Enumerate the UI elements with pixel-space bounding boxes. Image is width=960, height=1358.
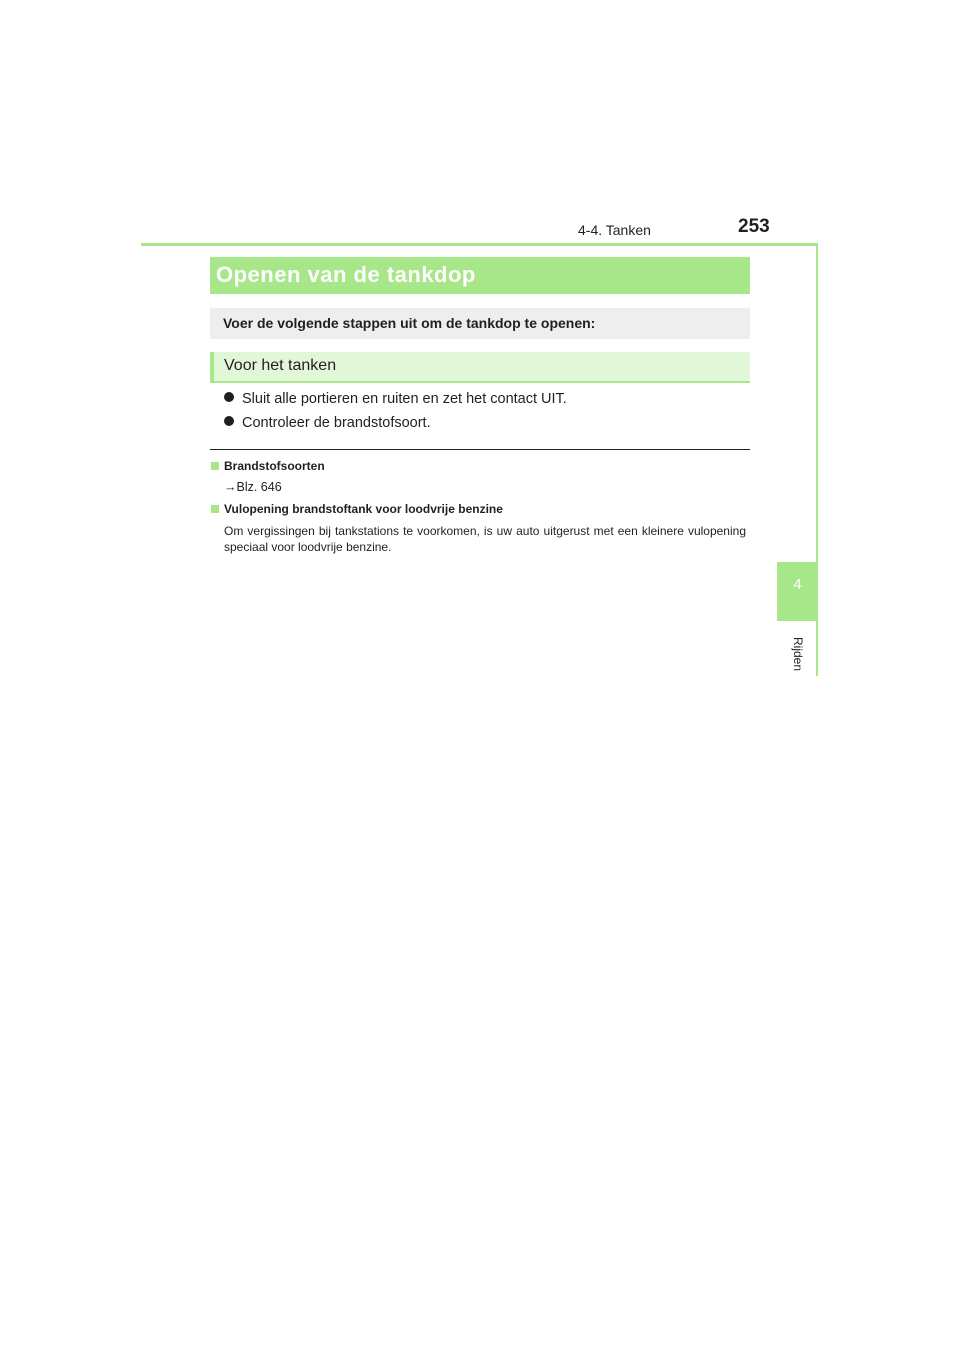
bullet-dot-icon: [224, 392, 234, 402]
note-heading-text: Vulopening brandstoftank voor loodvrije benzine: [224, 502, 503, 516]
chapter-label-container: [783, 629, 813, 679]
running-header-section: 4-4. Tanken: [578, 222, 651, 238]
bullet-text: Controleer de brandstofsoort.: [242, 415, 431, 431]
arrow-icon: →: [224, 480, 237, 494]
chapter-number: 4: [793, 576, 802, 593]
subheading-bar: [210, 352, 750, 383]
note-heading-text: Brandstofsoorten: [224, 459, 325, 473]
square-bullet-icon: [211, 505, 219, 513]
section-title-bar: [210, 257, 750, 294]
section-title: Openen van de tankdop: [216, 262, 476, 287]
subheading-text: Voor het tanken: [224, 357, 337, 374]
page-number: 253: [738, 216, 770, 237]
note-heading: [211, 502, 503, 516]
page-reference: Blz. 646: [236, 480, 282, 494]
square-bullet-icon: [211, 462, 219, 470]
bullet-item: [224, 415, 431, 431]
section-separator: [210, 449, 750, 450]
intro-box: [210, 308, 750, 339]
note-paragraph: Om vergissingen bij tankstations te voorkomen, is uw auto uitgerust met een kleinere vulopening speciaal voor loodvrije benzine.: [224, 524, 746, 554]
intro-text: Voer de volgende stappen uit om de tankdop te openen:: [223, 315, 596, 331]
note-heading: [211, 459, 325, 473]
bullet-item: [224, 391, 567, 407]
chapter-tab: [777, 562, 818, 621]
chapter-label: Rijden: [791, 636, 805, 672]
bullet-text: Sluit alle portieren en ruiten en zet het contact UIT.: [242, 391, 567, 407]
header-divider: [141, 243, 818, 246]
bullet-dot-icon: [224, 416, 234, 426]
note-reference: [224, 479, 282, 495]
